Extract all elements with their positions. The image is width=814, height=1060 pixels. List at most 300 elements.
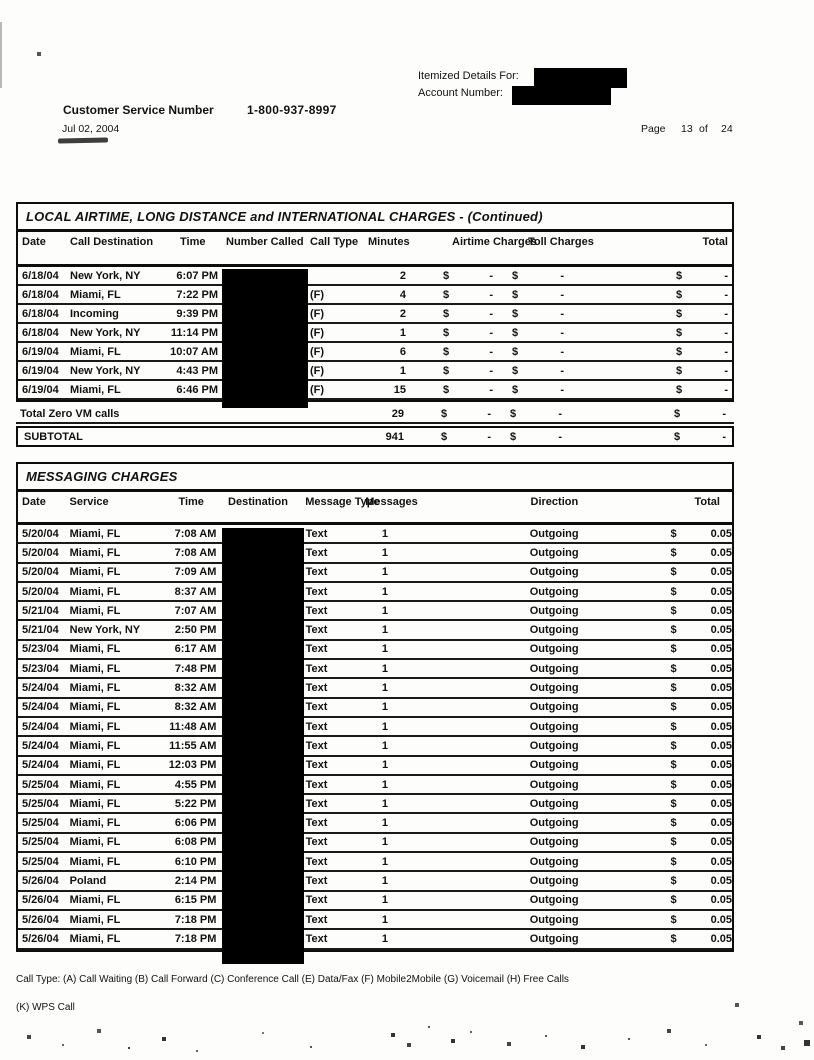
total-zero-vm-minutes: 29 xyxy=(391,407,404,420)
toll-amount: - xyxy=(560,326,564,339)
airtime-charge xyxy=(443,346,493,358)
message-date: 5/26/04 xyxy=(22,894,59,907)
message-type: Text xyxy=(305,643,328,656)
messaging-charges-table xyxy=(16,462,734,952)
total-amount: - xyxy=(722,430,726,443)
airtime-table-row xyxy=(18,305,732,324)
messaging-table-row xyxy=(18,795,732,814)
toll-amount: - xyxy=(560,383,564,396)
currency-symbol: $ xyxy=(670,604,677,617)
message-count: 1 xyxy=(381,701,389,714)
message-date: 5/20/04 xyxy=(22,585,59,598)
call-destination: New York, NY xyxy=(70,364,141,377)
currency-symbol: $ xyxy=(441,407,448,420)
scan-smudge xyxy=(58,137,108,143)
message-direction: Outgoing xyxy=(529,527,579,540)
call-type-code: (F) xyxy=(310,383,325,396)
airtime-charge xyxy=(443,308,493,320)
message-type: Text xyxy=(305,624,328,637)
customer-service-label: Customer Service Number xyxy=(63,103,214,117)
airtime-table-header xyxy=(18,232,732,267)
message-direction: Outgoing xyxy=(529,566,579,579)
airtime-charge xyxy=(443,327,493,339)
airtime-amount: - xyxy=(489,326,493,339)
message-total xyxy=(671,836,732,848)
messaging-table-row xyxy=(18,834,732,853)
itemized-details-block xyxy=(418,68,519,102)
message-direction: Outgoing xyxy=(529,836,579,849)
currency-symbol: $ xyxy=(670,662,677,675)
call-minutes: 6 xyxy=(399,345,406,358)
currency-symbol: $ xyxy=(443,345,450,358)
currency-symbol: $ xyxy=(512,288,519,301)
currency-symbol: $ xyxy=(670,759,677,772)
message-service: Miami, FL xyxy=(69,546,121,559)
message-time: 11:48 AM xyxy=(169,720,217,733)
message-count: 1 xyxy=(381,566,389,579)
currency-symbol: $ xyxy=(670,720,677,733)
call-destination: Miami, FL xyxy=(70,383,121,396)
airtime-table-row xyxy=(18,381,732,400)
toll-charge xyxy=(512,365,564,377)
airtime-charge xyxy=(443,384,493,396)
call-time: 9:39 PM xyxy=(176,307,218,320)
call-minutes: 1 xyxy=(399,364,406,377)
currency-symbol: $ xyxy=(670,546,677,559)
currency-symbol: $ xyxy=(670,527,677,540)
total-amount: - xyxy=(722,407,726,420)
total-charge xyxy=(676,289,728,301)
airtime-amount: - xyxy=(489,307,493,320)
itemized-details-label: Itemized Details For: xyxy=(418,70,519,82)
call-destination: New York, NY xyxy=(70,326,141,339)
currency-symbol: $ xyxy=(443,383,450,396)
message-date: 5/24/04 xyxy=(22,701,59,714)
message-direction: Outgoing xyxy=(529,797,579,810)
messaging-table-header xyxy=(18,492,732,525)
currency-symbol: $ xyxy=(512,383,519,396)
message-date: 5/21/04 xyxy=(22,604,59,617)
message-date: 5/24/04 xyxy=(22,720,59,733)
message-date: 5/26/04 xyxy=(22,932,59,945)
subtotal-minutes: 941 xyxy=(385,430,404,443)
message-date: 5/21/04 xyxy=(22,624,59,637)
total-charge xyxy=(676,384,728,396)
currency-symbol: $ xyxy=(670,682,677,695)
toll-charge xyxy=(512,384,564,396)
message-type: Text xyxy=(305,739,328,752)
redaction-account-number xyxy=(512,86,611,105)
messaging-table-row xyxy=(18,621,732,640)
col-header-time: Time xyxy=(178,496,204,508)
toll-amount: - xyxy=(558,430,562,443)
message-date: 5/26/04 xyxy=(22,913,59,926)
messaging-table-row xyxy=(18,872,732,891)
messaging-table-row xyxy=(18,564,732,583)
messaging-table-row xyxy=(18,757,732,776)
message-direction: Outgoing xyxy=(529,720,579,733)
airtime-charge xyxy=(443,289,493,301)
message-count: 1 xyxy=(381,662,389,675)
call-time: 4:43 PM xyxy=(176,364,218,377)
account-number-label: Account Number: xyxy=(418,87,503,99)
subtotal-toll xyxy=(510,431,562,443)
message-direction: Outgoing xyxy=(529,913,579,926)
message-service: Miami, FL xyxy=(69,585,121,598)
message-direction: Outgoing xyxy=(529,932,579,945)
call-type-code: (F) xyxy=(310,288,325,301)
message-count: 1 xyxy=(381,836,389,849)
message-count: 1 xyxy=(381,624,389,637)
message-total xyxy=(671,779,732,791)
total-amount: 0.05 xyxy=(710,720,732,733)
currency-symbol: $ xyxy=(670,624,677,637)
call-date: 6/19/04 xyxy=(22,383,59,396)
currency-symbol: $ xyxy=(670,874,677,887)
currency-symbol: $ xyxy=(512,345,519,358)
message-direction: Outgoing xyxy=(529,662,579,675)
airtime-amount: - xyxy=(489,269,493,282)
message-service: Miami, FL xyxy=(69,778,121,791)
currency-symbol: $ xyxy=(512,364,519,377)
message-time: 11:55 AM xyxy=(169,739,217,752)
message-type: Text xyxy=(305,720,328,733)
call-date: 6/19/04 xyxy=(22,364,59,377)
message-date: 5/20/04 xyxy=(22,546,59,559)
message-type: Text xyxy=(305,817,328,830)
message-total xyxy=(671,605,732,617)
message-service: Miami, FL xyxy=(69,894,121,907)
col-header-messages: Messages xyxy=(365,496,418,508)
toll-charge xyxy=(512,327,564,339)
message-total xyxy=(671,798,732,810)
currency-symbol: $ xyxy=(443,269,450,282)
airtime-table-row xyxy=(18,343,732,362)
call-date: 6/18/04 xyxy=(22,288,59,301)
currency-symbol: $ xyxy=(670,855,677,868)
message-count: 1 xyxy=(381,797,389,810)
message-time: 7:18 PM xyxy=(174,913,217,926)
message-time: 7:08 AM xyxy=(174,527,217,540)
message-time: 6:06 PM xyxy=(174,817,217,830)
currency-symbol: $ xyxy=(676,269,683,282)
message-date: 5/24/04 xyxy=(22,759,59,772)
toll-amount: - xyxy=(560,307,564,320)
message-date: 5/24/04 xyxy=(22,682,59,695)
toll-amount: - xyxy=(560,345,564,358)
total-amount: 0.05 xyxy=(710,797,732,810)
message-direction: Outgoing xyxy=(529,682,579,695)
page-of-label: of xyxy=(699,123,708,135)
messaging-table-row xyxy=(18,641,732,660)
message-date: 5/24/04 xyxy=(22,739,59,752)
total-charge xyxy=(676,346,728,358)
message-time: 4:55 PM xyxy=(174,778,217,791)
message-direction: Outgoing xyxy=(529,739,579,752)
message-service: Miami, FL xyxy=(69,932,121,945)
total-amount: 0.05 xyxy=(710,624,732,637)
message-total xyxy=(671,894,732,906)
message-total xyxy=(671,586,732,598)
currency-symbol: $ xyxy=(512,326,519,339)
message-date: 5/25/04 xyxy=(22,797,59,810)
currency-symbol: $ xyxy=(443,288,450,301)
message-time: 6:17 AM xyxy=(174,643,217,656)
message-direction: Outgoing xyxy=(529,759,579,772)
message-service: Poland xyxy=(69,874,107,887)
message-total xyxy=(671,875,732,887)
total-zero-vm-airtime xyxy=(441,408,491,420)
total-amount: 0.05 xyxy=(710,778,732,791)
message-total xyxy=(671,721,732,733)
message-service: Miami, FL xyxy=(69,527,121,540)
toll-charge xyxy=(512,270,564,282)
message-count: 1 xyxy=(381,817,389,830)
message-type: Text xyxy=(305,701,328,714)
call-minutes: 4 xyxy=(399,288,406,301)
total-amount: 0.05 xyxy=(710,874,732,887)
message-date: 5/25/04 xyxy=(22,817,59,830)
message-time: 2:14 PM xyxy=(174,874,217,887)
message-service: Miami, FL xyxy=(69,682,121,695)
page-current: 13 xyxy=(681,123,693,135)
call-date: 6/19/04 xyxy=(22,345,59,358)
message-type: Text xyxy=(305,836,328,849)
currency-symbol: $ xyxy=(670,932,677,945)
total-zero-vm-total xyxy=(674,408,726,420)
col-header-number-called: Number Called xyxy=(226,236,304,248)
currency-symbol: $ xyxy=(443,307,450,320)
messaging-table-row xyxy=(18,911,732,930)
col-header-call-type: Call Type xyxy=(310,236,359,248)
redaction-customer-name xyxy=(534,68,627,88)
message-type: Text xyxy=(305,759,328,772)
call-date: 6/18/04 xyxy=(22,326,59,339)
message-time: 6:15 PM xyxy=(174,894,217,907)
message-count: 1 xyxy=(381,874,389,887)
call-minutes: 2 xyxy=(399,269,406,282)
col-header-airtime-charges: Airtime Charges xyxy=(452,236,537,248)
airtime-amount: - xyxy=(487,430,491,443)
message-date: 5/25/04 xyxy=(22,836,59,849)
call-minutes: 15 xyxy=(393,383,406,396)
airtime-amount: - xyxy=(487,407,491,420)
message-total xyxy=(671,528,732,540)
currency-symbol: $ xyxy=(670,797,677,810)
messaging-table-row xyxy=(18,583,732,602)
currency-symbol: $ xyxy=(670,894,677,907)
currency-symbol: $ xyxy=(670,778,677,791)
currency-symbol: $ xyxy=(670,701,677,714)
total-amount: 0.05 xyxy=(710,566,732,579)
total-charge xyxy=(676,308,728,320)
total-amount: 0.05 xyxy=(710,739,732,752)
message-service: Miami, FL xyxy=(69,759,121,772)
toll-charge xyxy=(512,346,564,358)
message-total xyxy=(671,663,732,675)
message-type: Text xyxy=(305,662,328,675)
total-zero-vm-row xyxy=(16,405,734,424)
total-amount: 0.05 xyxy=(710,662,732,675)
message-service: Miami, FL xyxy=(69,836,121,849)
message-total xyxy=(671,624,732,636)
message-direction: Outgoing xyxy=(529,817,579,830)
total-zero-vm-toll xyxy=(510,408,562,420)
message-type: Text xyxy=(305,527,328,540)
toll-amount: - xyxy=(558,407,562,420)
message-count: 1 xyxy=(381,546,389,559)
messaging-table-row xyxy=(18,814,732,833)
col-header-destination: Destination xyxy=(228,496,288,508)
message-type: Text xyxy=(305,855,328,868)
currency-symbol: $ xyxy=(512,269,519,282)
total-amount: 0.05 xyxy=(710,682,732,695)
message-total xyxy=(671,547,732,559)
message-count: 1 xyxy=(381,643,389,656)
message-total xyxy=(671,682,732,694)
message-direction: Outgoing xyxy=(529,874,579,887)
messaging-table-row xyxy=(18,544,732,563)
call-time: 6:46 PM xyxy=(176,383,218,396)
col-header-toll-charges: Toll Charges xyxy=(528,236,594,248)
message-service: Miami, FL xyxy=(69,643,121,656)
message-type: Text xyxy=(305,797,328,810)
message-service: Miami, FL xyxy=(69,662,121,675)
message-service: Miami, FL xyxy=(69,739,121,752)
messaging-table-title: MESSAGING CHARGES xyxy=(18,464,732,492)
airtime-table-body xyxy=(18,267,732,400)
message-type: Text xyxy=(305,778,328,791)
total-amount: - xyxy=(724,345,728,358)
currency-symbol: $ xyxy=(670,836,677,849)
message-type: Text xyxy=(305,913,328,926)
message-count: 1 xyxy=(381,720,389,733)
message-count: 1 xyxy=(381,739,389,752)
message-type: Text xyxy=(305,894,328,907)
call-time: 7:22 PM xyxy=(176,288,218,301)
call-time: 11:14 PM xyxy=(170,326,218,339)
currency-symbol: $ xyxy=(676,288,683,301)
airtime-charge xyxy=(443,270,493,282)
total-amount: - xyxy=(724,307,728,320)
currency-symbol: $ xyxy=(676,383,683,396)
toll-charge xyxy=(512,308,564,320)
message-date: 5/25/04 xyxy=(22,855,59,868)
call-destination: Incoming xyxy=(70,307,119,320)
statement-date: Jul 02, 2004 xyxy=(62,123,120,135)
subtotal-airtime xyxy=(441,431,491,443)
messaging-table-row xyxy=(18,660,732,679)
currency-symbol: $ xyxy=(441,430,448,443)
currency-symbol: $ xyxy=(670,643,677,656)
col-header-date: Date xyxy=(22,496,46,508)
message-time: 7:07 AM xyxy=(174,604,217,617)
message-date: 5/23/04 xyxy=(22,643,59,656)
toll-amount: - xyxy=(560,288,564,301)
message-time: 12:03 PM xyxy=(168,759,217,772)
message-type: Text xyxy=(305,585,328,598)
subtotal-total xyxy=(674,431,726,443)
message-total xyxy=(671,933,732,945)
col-header-total: Total xyxy=(694,496,720,508)
messaging-table-row xyxy=(18,930,732,949)
total-amount: - xyxy=(724,269,728,282)
message-service: New York, NY xyxy=(69,624,141,637)
message-date: 5/20/04 xyxy=(22,566,59,579)
message-total xyxy=(671,643,732,655)
message-count: 1 xyxy=(381,759,389,772)
total-charge xyxy=(676,270,728,282)
message-total xyxy=(671,759,732,771)
currency-symbol: $ xyxy=(670,817,677,830)
message-time: 2:50 PM xyxy=(174,624,217,637)
message-time: 7:18 PM xyxy=(174,932,217,945)
messaging-table-body xyxy=(18,525,732,950)
redaction-destinations xyxy=(222,528,304,964)
message-total xyxy=(671,740,732,752)
currency-symbol: $ xyxy=(676,307,683,320)
customer-service-number: 1-800-937-8997 xyxy=(247,103,337,117)
currency-symbol: $ xyxy=(670,913,677,926)
total-amount: 0.05 xyxy=(710,836,732,849)
message-time: 8:32 AM xyxy=(174,682,217,695)
message-count: 1 xyxy=(381,604,389,617)
page-indicator xyxy=(641,123,733,135)
message-service: Miami, FL xyxy=(69,604,121,617)
message-direction: Outgoing xyxy=(529,604,579,617)
message-type: Text xyxy=(305,566,328,579)
currency-symbol: $ xyxy=(676,345,683,358)
messaging-table-row xyxy=(18,525,732,544)
total-amount: 0.05 xyxy=(710,643,732,656)
messaging-table-row xyxy=(18,853,732,872)
call-type-code: (F) xyxy=(310,326,325,339)
currency-symbol: $ xyxy=(670,566,677,579)
message-service: Miami, FL xyxy=(69,701,121,714)
airtime-amount: - xyxy=(489,364,493,377)
call-destination: New York, NY xyxy=(70,269,141,282)
message-total xyxy=(671,914,732,926)
currency-symbol: $ xyxy=(510,430,517,443)
message-count: 1 xyxy=(381,932,389,945)
page-total: 24 xyxy=(721,123,733,135)
total-amount: - xyxy=(724,364,728,377)
call-minutes: 2 xyxy=(399,307,406,320)
message-total xyxy=(671,701,732,713)
total-charge xyxy=(676,327,728,339)
message-direction: Outgoing xyxy=(529,585,579,598)
airtime-charge xyxy=(443,365,493,377)
message-date: 5/20/04 xyxy=(22,527,59,540)
call-date: 6/18/04 xyxy=(22,307,59,320)
airtime-table-row xyxy=(18,267,732,286)
currency-symbol: $ xyxy=(443,326,450,339)
total-amount: 0.05 xyxy=(710,546,732,559)
message-direction: Outgoing xyxy=(529,855,579,868)
message-service: Miami, FL xyxy=(69,855,121,868)
messaging-table-row xyxy=(18,737,732,756)
total-amount: 0.05 xyxy=(710,527,732,540)
col-header-total: Total xyxy=(702,236,728,248)
total-amount: 0.05 xyxy=(710,604,732,617)
call-date: 6/18/04 xyxy=(22,269,59,282)
message-type: Text xyxy=(305,546,328,559)
message-count: 1 xyxy=(381,778,389,791)
call-type-code: (F) xyxy=(310,345,325,358)
currency-symbol: $ xyxy=(676,364,683,377)
message-direction: Outgoing xyxy=(529,894,579,907)
message-time: 6:10 PM xyxy=(174,855,217,868)
